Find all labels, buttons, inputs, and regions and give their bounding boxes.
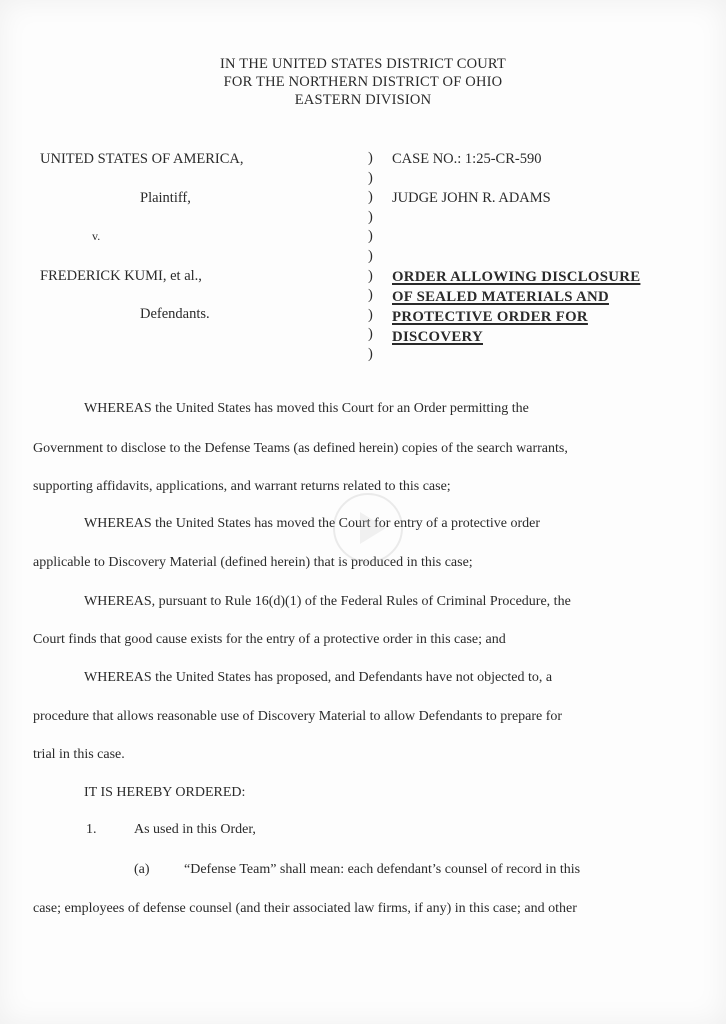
order-title-line: ORDER ALLOWING DISCLOSURE bbox=[392, 269, 641, 285]
paren-mark: ) bbox=[368, 247, 373, 264]
paragraph-line: applicable to Discovery Material (defined herein) that is produced in this case; bbox=[33, 555, 473, 570]
plaintiff-role: Plaintiff, bbox=[140, 190, 191, 206]
paren-mark: ) bbox=[368, 169, 373, 186]
versus-label: v. bbox=[92, 229, 101, 243]
paren-mark: ) bbox=[368, 306, 373, 323]
paragraph-line: WHEREAS the United States has proposed, and Defendants have not objected to, a bbox=[84, 670, 553, 685]
case-number: CASE NO.: 1:25-CR-590 bbox=[392, 151, 542, 167]
paren-mark: ) bbox=[368, 326, 373, 343]
item-number: 1. bbox=[86, 822, 97, 837]
order-title bbox=[392, 267, 640, 347]
subitem-text: “Defense Team” shall mean: each defendant’s counsel of record in this bbox=[184, 862, 581, 877]
court-heading-line: EASTERN DIVISION bbox=[294, 92, 432, 108]
paren-mark: ) bbox=[368, 189, 373, 206]
order-title-line: PROTECTIVE ORDER FOR bbox=[392, 309, 588, 325]
paren-mark: ) bbox=[368, 345, 373, 362]
paragraph-line: procedure that allows reasonable use of Discovery Material to allow Defendants to prepare for bbox=[33, 709, 563, 724]
court-heading bbox=[0, 55, 726, 109]
paragraph-line: WHEREAS, pursuant to Rule 16(d)(1) of the Federal Rules of Criminal Procedure, the bbox=[84, 594, 571, 609]
court-heading-line: FOR THE NORTHERN DISTRICT OF OHIO bbox=[223, 74, 503, 90]
subitem-label: (a) bbox=[134, 862, 150, 877]
play-icon[interactable] bbox=[330, 490, 406, 566]
paren-mark: ) bbox=[368, 150, 373, 166]
paren-mark: ) bbox=[368, 287, 373, 304]
order-title-line: OF SEALED MATERIALS AND bbox=[392, 289, 609, 305]
court-heading-line: IN THE UNITED STATES DISTRICT COURT bbox=[220, 56, 506, 72]
defendant-name: FREDERICK KUMI, et al., bbox=[40, 268, 202, 284]
item-text: As used in this Order, bbox=[134, 822, 256, 837]
paragraph-line: Court finds that good cause exists for the entry of a protective order in this case; and bbox=[33, 632, 506, 647]
judge-name: JUDGE JOHN R. ADAMS bbox=[392, 190, 551, 206]
paren-mark: ) bbox=[368, 267, 373, 284]
paren-mark: ) bbox=[368, 228, 373, 245]
paren-mark: ) bbox=[368, 208, 373, 225]
paragraph-line: WHEREAS the United States has moved this Court for an Order permitting the bbox=[84, 401, 529, 416]
paragraph-line: WHEREAS the United States has moved the Court for entry of a protective order bbox=[84, 516, 541, 531]
paragraph-line: case; employees of defense counsel (and their associated law firms, if any) in this case; and other bbox=[33, 901, 577, 916]
paragraph-line: trial in this case. bbox=[33, 747, 125, 762]
order-title-line: DISCOVERY bbox=[392, 329, 483, 345]
paragraph-line: Government to disclose to the Defense Teams (as defined herein) copies of the search warrants, bbox=[33, 441, 568, 456]
paragraph-line: supporting affidavits, applications, and warrant returns related to this case; bbox=[33, 479, 451, 494]
caption-parentheses bbox=[368, 149, 373, 365]
defendant-role: Defendants. bbox=[140, 306, 210, 322]
ordered-heading: IT IS HEREBY ORDERED: bbox=[84, 785, 246, 800]
plaintiff-name: UNITED STATES OF AMERICA, bbox=[40, 151, 244, 167]
